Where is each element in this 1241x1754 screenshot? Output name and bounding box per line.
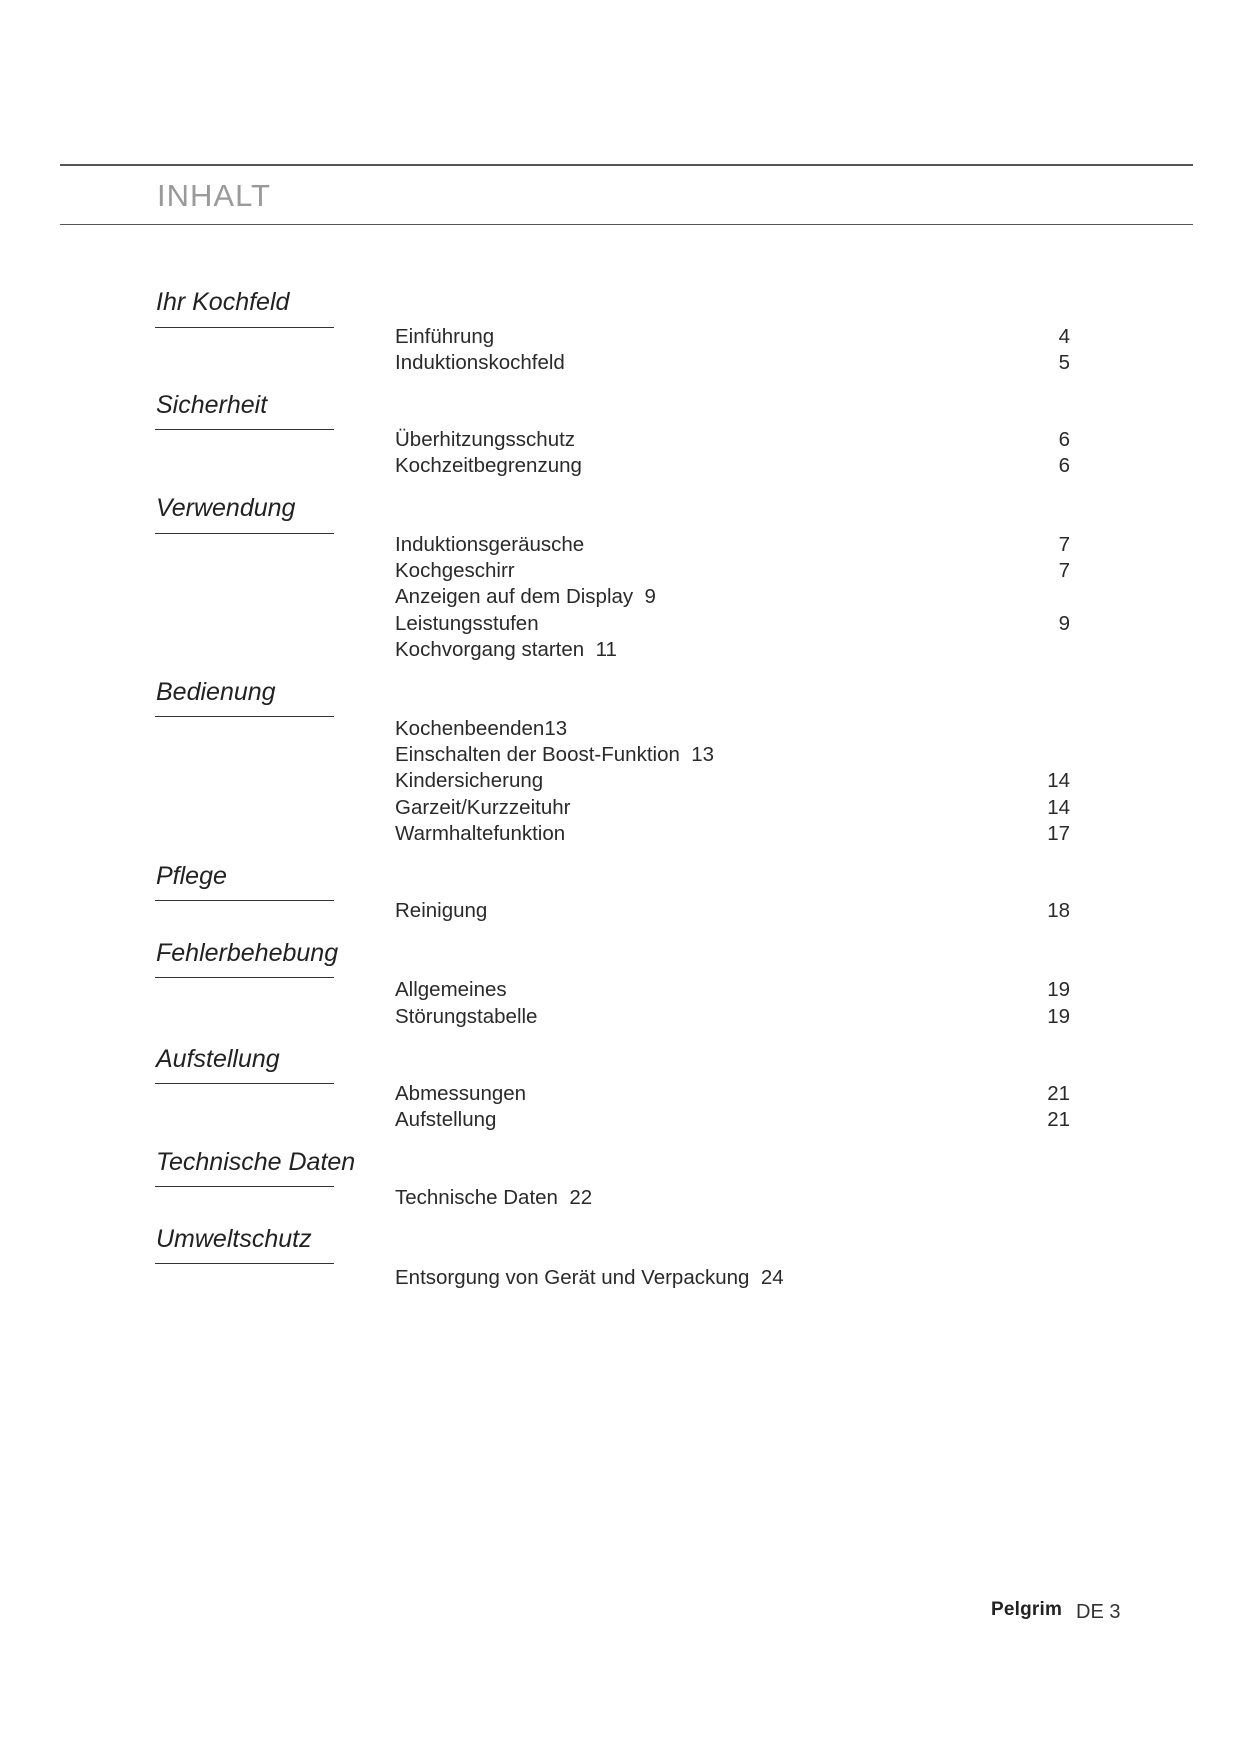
- toc-entry-label: Kochzeitbegrenzung: [395, 454, 582, 477]
- brand-logo: Pelgrim: [991, 1599, 1063, 1620]
- toc-entry-page-number: 19: [1047, 1005, 1070, 1028]
- toc-entry-page-number: 9: [1058, 612, 1070, 635]
- toc-entry-page-number: 17: [1047, 822, 1070, 845]
- section-title: Ihr Kochfeld: [156, 288, 290, 316]
- toc-entry-page-number: 18: [1047, 899, 1070, 922]
- toc-entry-page-number: 7: [1058, 533, 1070, 556]
- toc-entry-label: Anzeigen auf dem Display 9: [395, 585, 656, 608]
- toc-entry-page-number: 19: [1047, 978, 1070, 1001]
- toc-entry-label: Reinigung: [395, 899, 488, 922]
- toc-entry-label: Technische Daten 22: [395, 1186, 593, 1209]
- toc-entry-label: Entsorgung von Gerät und Verpackung 24: [395, 1266, 784, 1289]
- section-underline: [155, 429, 334, 430]
- toc-entry-label: Leistungsstufen: [395, 612, 539, 635]
- toc-entry-label: Kochgeschirr: [395, 559, 515, 582]
- toc-entry-label: Induktionskochfeld: [395, 351, 565, 374]
- section-title: Sicherheit: [156, 391, 268, 419]
- section-underline: [155, 533, 334, 534]
- toc-entry-label: Warmhaltefunktion: [395, 822, 566, 845]
- toc-entry-page-number: 21: [1047, 1108, 1070, 1131]
- toc-entry-label: Garzeit/Kurzzeituhr: [395, 796, 571, 819]
- section-underline: [155, 977, 334, 978]
- toc-entry-label: Einführung: [395, 325, 495, 348]
- toc-entry-label: Kochvorgang starten 11: [395, 638, 617, 661]
- toc-entry-label: Einschalten der Boost-Funktion 13: [395, 743, 715, 766]
- section-underline: [155, 900, 334, 901]
- section-title: Bedienung: [156, 678, 276, 706]
- section-underline: [155, 1186, 334, 1187]
- page-title: INHALT: [157, 178, 271, 213]
- section-title: Aufstellung: [156, 1045, 280, 1073]
- section-title: Verwendung: [156, 494, 296, 522]
- toc-entry-label: Allgemeines: [395, 978, 507, 1001]
- section-underline: [155, 1263, 334, 1264]
- toc-entry-page-number: 4: [1058, 325, 1070, 348]
- toc-entry-label: Abmessungen: [395, 1082, 527, 1105]
- toc-entry-page-number: 6: [1058, 428, 1070, 451]
- toc-entry-page-number: 5: [1058, 351, 1070, 374]
- toc-entry-page-number: 14: [1047, 769, 1070, 792]
- toc-entry-label: Störungstabelle: [395, 1005, 538, 1028]
- toc-entry-page-number: 21: [1047, 1082, 1070, 1105]
- section-underline: [155, 327, 334, 328]
- section-title: Technische Daten: [156, 1148, 356, 1176]
- page-number: DE 3: [1076, 1601, 1121, 1623]
- toc-entry-page-number: 6: [1058, 454, 1070, 477]
- section-underline: [155, 716, 334, 717]
- toc-entry-page-number: 7: [1058, 559, 1070, 582]
- toc-entry-label: Überhitzungsschutz: [395, 428, 576, 451]
- toc-entry-label: Kindersicherung: [395, 769, 544, 792]
- toc-entry-label: Induktionsgeräusche: [395, 533, 585, 556]
- section-title: Fehlerbehebung: [156, 939, 339, 967]
- toc-entry-label: Aufstellung: [395, 1108, 497, 1131]
- section-underline: [155, 1083, 334, 1084]
- section-title: Umweltschutz: [156, 1225, 312, 1253]
- toc-entry-label: Kochenbeenden13: [395, 717, 568, 740]
- section-title: Pflege: [156, 862, 227, 890]
- toc-entry-page-number: 14: [1047, 796, 1070, 819]
